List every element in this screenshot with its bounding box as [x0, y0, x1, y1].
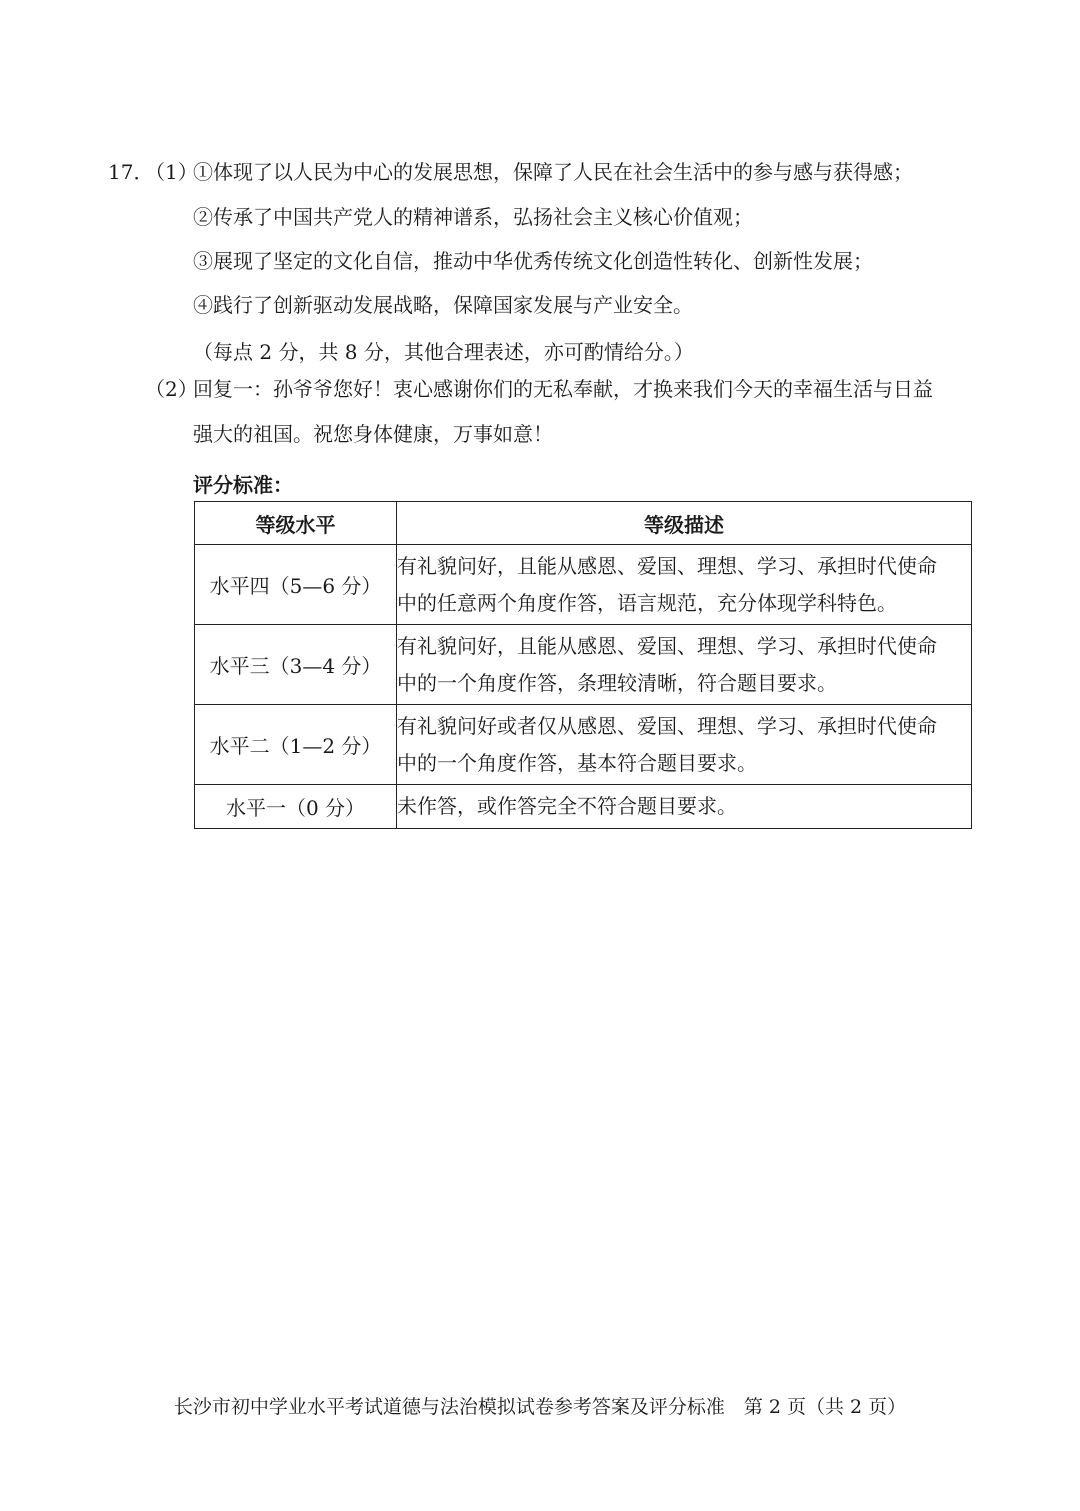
part1-point-3: ③展现了坚定的文化自信，推动中华优秀传统文化创造性转化、创新性发展；	[193, 249, 873, 273]
description-line: 有礼貌问好，且能从感恩、爱国、理想、学习、承担时代使命	[397, 633, 937, 658]
part2-reply-line-1: 回复一：孙爷爷您好！衷心感谢你们的无私奉献，才换来我们今天的幸福生活与日益	[193, 377, 933, 401]
description-line: 有礼貌问好或者仅从感恩、爱国、理想、学习、承担时代使命	[397, 713, 937, 738]
table-row	[195, 545, 972, 625]
level-cell: 水平四（5—6 分）	[195, 545, 397, 625]
part1-point-1: ①体现了以人民为中心的发展思想，保障了人民在社会生活中的参与感与获得感；	[193, 160, 913, 184]
description-cell	[397, 545, 972, 625]
page-footer: 长沙市初中学业水平考试道德与法治模拟试卷参考答案及评分标准 第 2 页（共 2 页）	[173, 1396, 907, 1418]
description-line: 有礼貌问好，且能从感恩、爱国、理想、学习、承担时代使命	[397, 553, 937, 578]
scoring-title: 评分标准：	[193, 473, 293, 497]
table-row	[195, 785, 972, 829]
part1-point-2: ②传承了中国共产党人的精神谱系，弘扬社会主义核心价值观；	[193, 205, 753, 229]
part2-label: （2）	[145, 377, 198, 401]
table-row	[195, 625, 972, 705]
header-description: 等级描述	[397, 502, 972, 545]
part1-scoring-note: （每点 2 分，共 8 分，其他合理表述，亦可酌情给分。）	[193, 340, 694, 364]
table-header-row	[195, 502, 972, 545]
description-line: 中的一个角度作答，基本符合题目要求。	[397, 750, 757, 775]
question-number: 17．	[108, 160, 154, 184]
description-line: 中的任意两个角度作答，语言规范，充分体现学科特色。	[397, 590, 897, 615]
part1-point-4: ④践行了创新驱动发展战略，保障国家发展与产业安全。	[193, 293, 693, 317]
level-cell: 水平一（0 分）	[195, 785, 397, 829]
part1-label: （1）	[145, 160, 198, 184]
description-cell	[397, 705, 972, 785]
description-line: 中的一个角度作答，条理较清晰，符合题目要求。	[397, 670, 837, 695]
description-cell	[397, 625, 972, 705]
level-cell: 水平二（1—2 分）	[195, 705, 397, 785]
description-cell	[397, 785, 972, 829]
header-level: 等级水平	[195, 502, 397, 545]
description-line: 未作答，或作答完全不符合题目要求。	[397, 794, 737, 818]
level-cell: 水平三（3—4 分）	[195, 625, 397, 705]
table-row	[195, 705, 972, 785]
scoring-rubric-table	[194, 501, 972, 829]
part2-reply-line-2: 强大的祖国。祝您身体健康，万事如意！	[193, 422, 553, 446]
